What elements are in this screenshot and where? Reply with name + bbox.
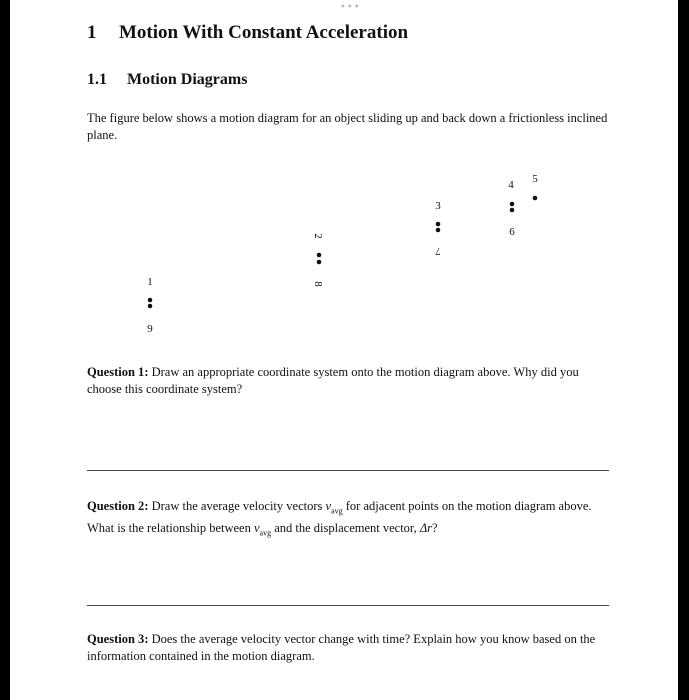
dot-5 — [533, 196, 538, 201]
answer-line-2 — [87, 605, 609, 606]
question-2-text-middle: for adjacent points on the motion diagram above. What is the relationship between — [87, 499, 592, 535]
question-2-end: ? — [432, 520, 438, 535]
motion-diagram-svg — [10, 160, 678, 350]
question-3-label: Question 3 — [87, 632, 145, 646]
label-7: 7 — [435, 245, 441, 257]
subsection-title: Motion Diagrams — [127, 71, 248, 88]
dot-1 — [148, 298, 153, 303]
label-1: 1 — [147, 276, 153, 288]
question-3-text: Does the average velocity vector change with time? Explain how you know based on the information contained in the motion diagram. — [87, 632, 596, 663]
dot-7 — [436, 228, 441, 233]
question-3: Question 3: Does the average velocity vector change with time? Explain how you know based on the information contained in the motion diagram. — [87, 632, 596, 663]
question-2-text-after: and the displacement vector, — [274, 520, 417, 535]
motion-dots — [148, 196, 538, 309]
question-2-text-before: Draw the average velocity vectors — [151, 499, 323, 513]
top-handle-dots: ••• — [340, 2, 361, 13]
subsection-number: 1.1 — [87, 71, 107, 88]
question-1-text: Draw an appropriate coordinate system onto the motion diagram above. Why did you choose this coordinate system? — [87, 365, 579, 396]
label-5: 5 — [532, 173, 538, 185]
vavg-symbol-2: $v_{avg}$ — [253, 520, 272, 537]
answer-line-1 — [87, 470, 609, 471]
dot-2 — [317, 253, 322, 258]
motion-diagram — [10, 160, 678, 350]
label-3: 3 — [435, 200, 441, 212]
motion-labels — [147, 173, 538, 335]
dot-4 — [510, 202, 515, 207]
subsection-heading — [87, 71, 247, 89]
dot-3 — [436, 222, 441, 227]
vavg-symbol: $v_{avg}$ — [325, 499, 343, 516]
label-2: 2 — [312, 233, 324, 239]
section-title: Motion With Constant Acceleration — [119, 22, 409, 43]
label-9: 9 — [147, 323, 153, 335]
label-4: 4 — [508, 179, 514, 191]
question-2: Question 2: Draw the average velocity vectors $v_{avg}$ for adjacent points on the motion diagram above. What is the relationship between $v_{avg}$ and the displacement vector, Δr? — [87, 499, 592, 537]
document-page — [10, 0, 678, 700]
intro-paragraph: The figure below shows a motion diagram for an object sliding up and back down a frictionless inclined plane. — [87, 111, 608, 142]
section-number: 1 — [87, 22, 97, 43]
question-2-label: Question 2 — [87, 499, 145, 513]
label-8: 8 — [312, 281, 324, 287]
label-6: 6 — [509, 226, 515, 238]
question-1: Question 1: Draw an appropriate coordinate system onto the motion diagram above. Why did you choose this coordinate system? — [87, 365, 579, 396]
question-1-label: Question 1 — [87, 365, 145, 379]
delta-r-symbol: Δr — [419, 520, 433, 535]
section-heading — [87, 22, 408, 44]
dot-8 — [317, 260, 322, 265]
dot-9 — [148, 304, 153, 309]
dot-6 — [510, 208, 515, 213]
